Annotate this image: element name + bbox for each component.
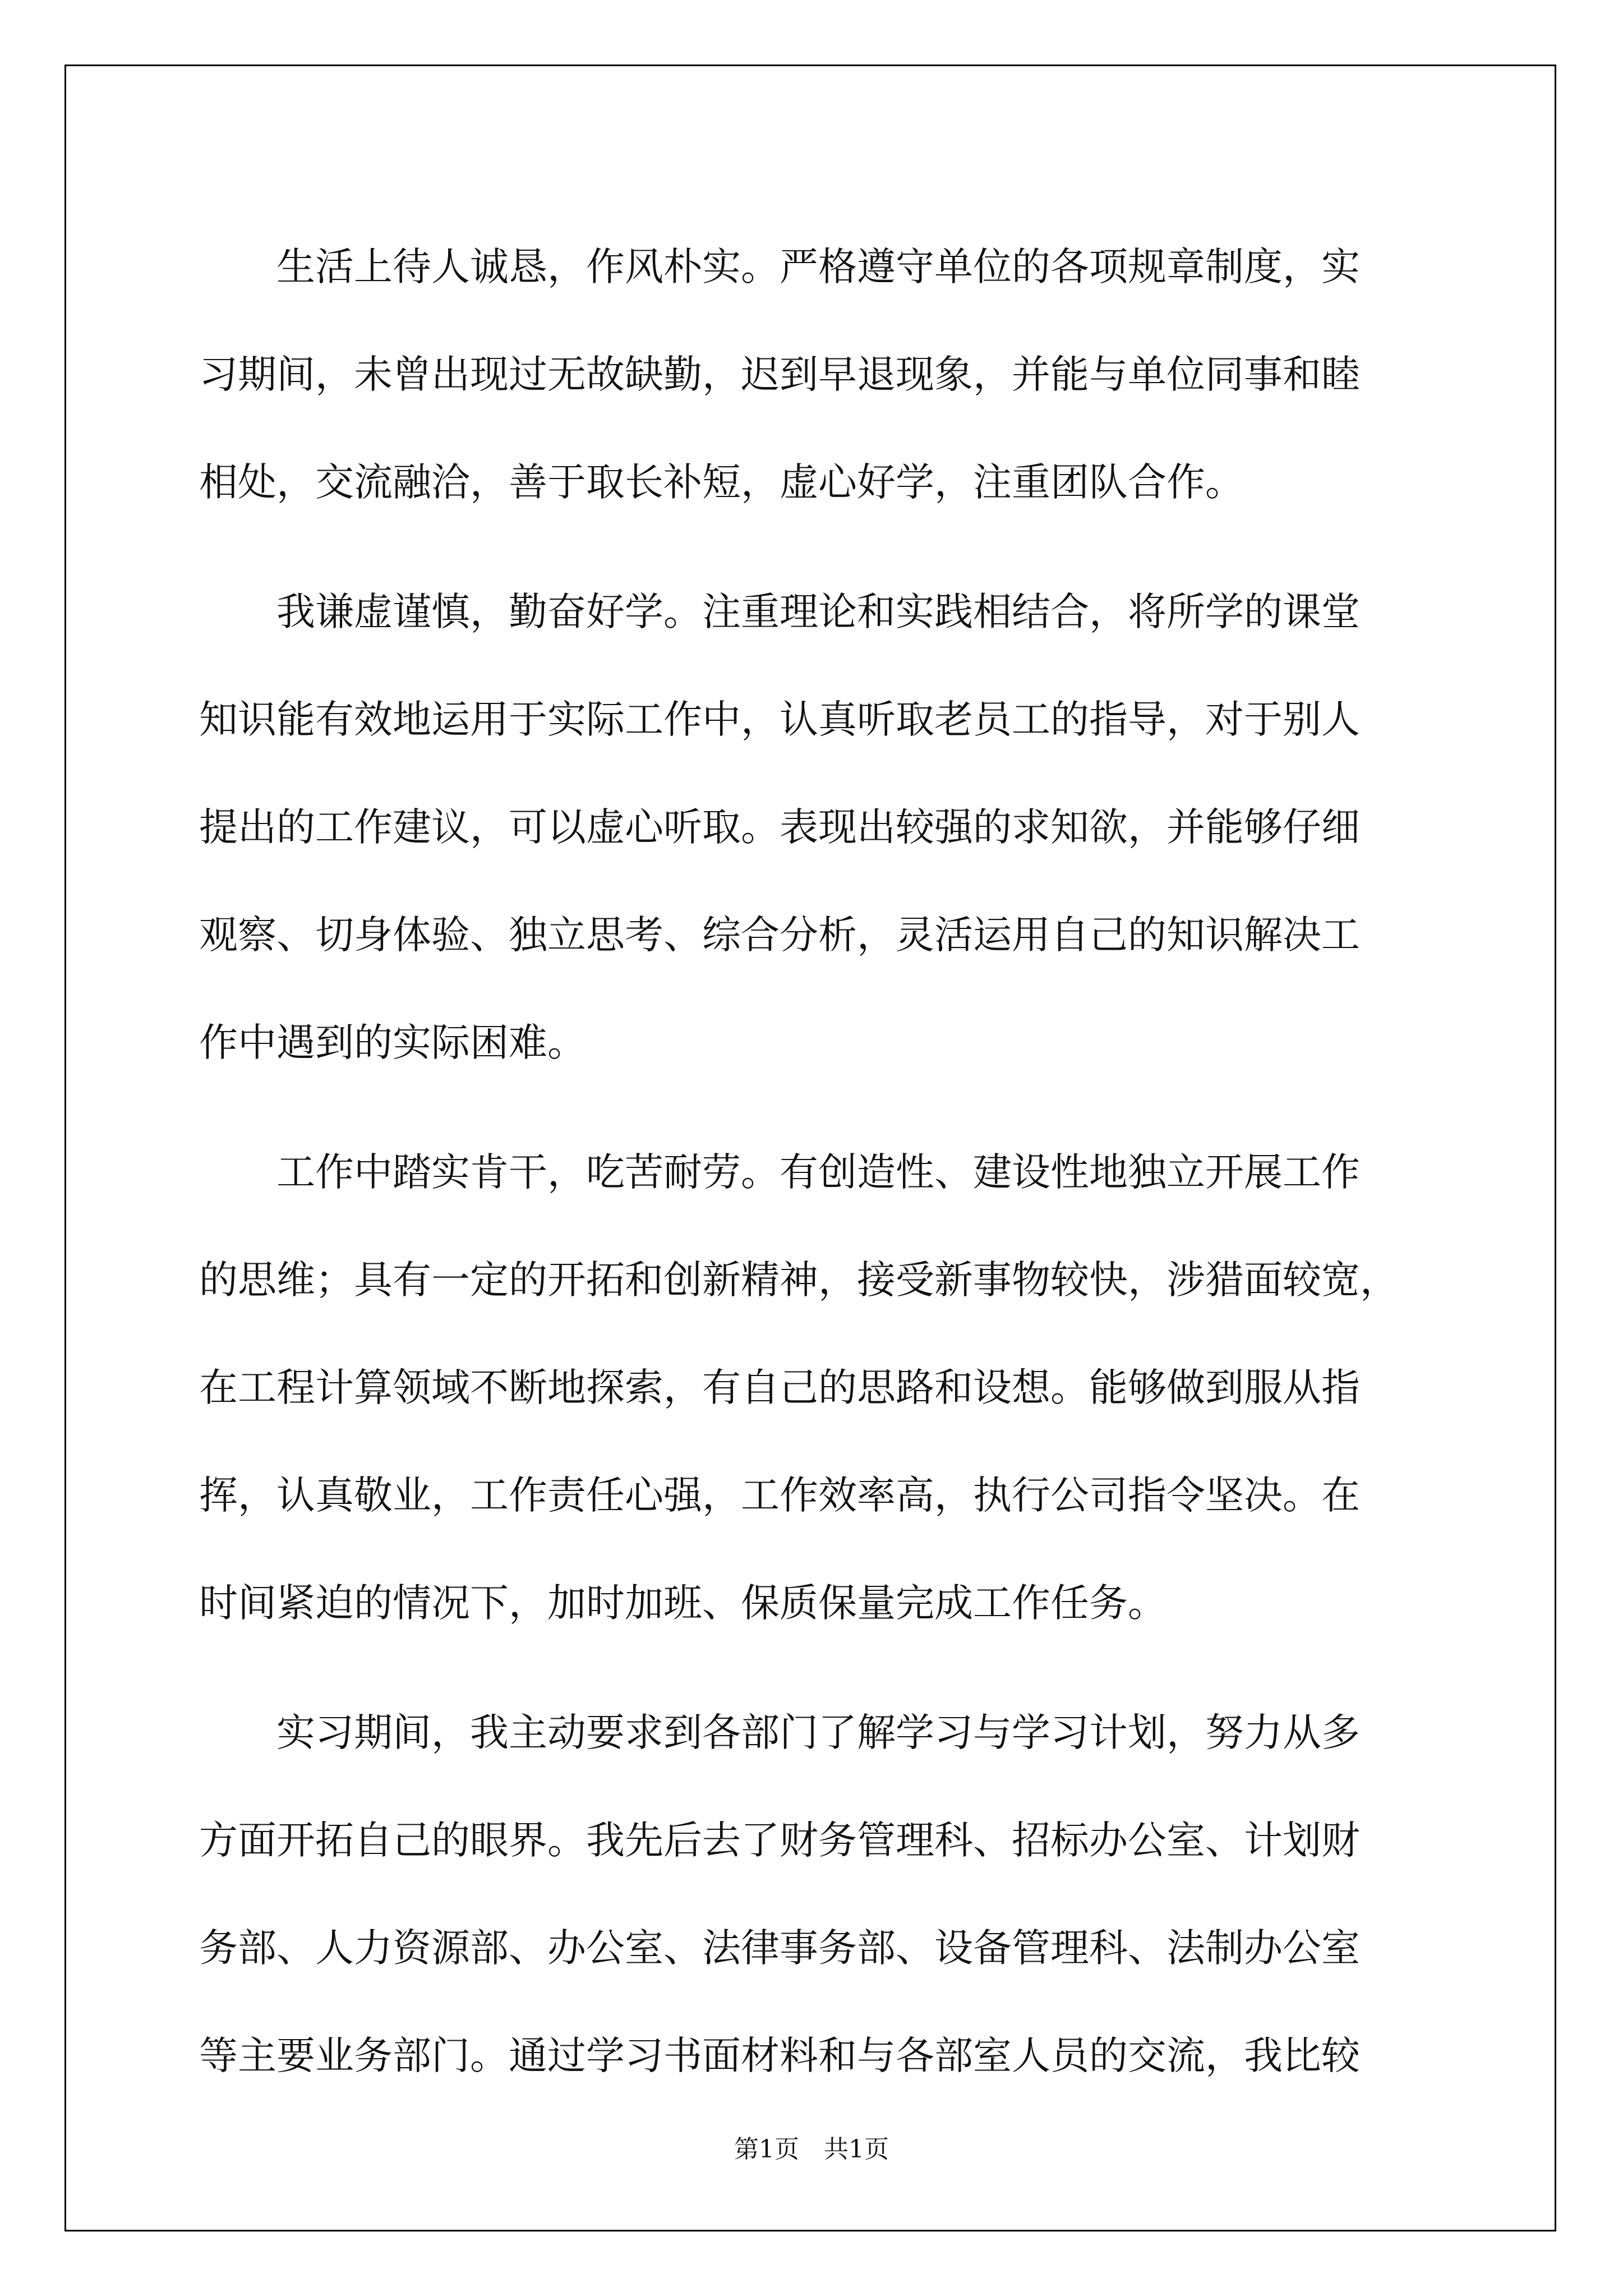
text-line: 作中遇到的实际困难。: [199, 1020, 586, 1065]
text-line: 我谦虚谨慎，勤奋好学。注重理论和实践相结合，将所学的课堂: [199, 590, 1360, 634]
text-line: 实习期间，我主动要求到各部门了解学习与学习计划，努力从多: [199, 1710, 1360, 1755]
text-line: 等主要业务部门。通过学习书面材料和与各部室人员的交流，我比较: [199, 2033, 1360, 2078]
text-line: 务部、人力资源部、办公室、法律事务部、设备管理科、法制办公室: [199, 1926, 1360, 1971]
text-line: 相处，交流融洽，善于取长补短，虚心好学，注重团队合作。: [199, 460, 1244, 505]
text-line: 在工程计算领域不断地探索，有自己的思路和设想。能够做到服从指: [199, 1365, 1360, 1410]
text-line: 观察、切身体验、独立思考、综合分析，灵活运用自己的知识解决工: [199, 913, 1360, 958]
page-footer: [0, 2129, 1623, 2165]
text-line: 挥，认真敬业，工作责任心强，工作效率高，执行公司指令坚决。在: [199, 1473, 1360, 1518]
text-line: 方面开拓自己的眼界。我先后去了财务管理科、招标办公室、计划财: [199, 1818, 1360, 1863]
text-line: 工作中踏实肯干，吃苦耐劳。有创造性、建设性地独立开展工作: [199, 1150, 1360, 1195]
page-number-label: 第1页 共1页: [734, 2135, 889, 2164]
text-line: 的思维；具有一定的开拓和创新精神，接受新事物较快，涉猎面较宽，: [199, 1258, 1399, 1303]
text-line: 提出的工作建议，可以虚心听取。表现出较强的求知欲，并能够仔细: [199, 805, 1360, 850]
text-line: 知识能有效地运用于实际工作中，认真听取老员工的指导，对于别人: [199, 697, 1360, 742]
text-line: 时间紧迫的情况下，加时加班、保质保量完成工作任务。: [199, 1581, 1166, 1626]
text-line: 习期间，未曾出现过无故缺勤，迟到早退现象，并能与单位同事和睦: [199, 352, 1360, 397]
text-line: 生活上待人诚恳，作风朴实。严格遵守单位的各项规章制度，实: [199, 245, 1360, 289]
document-body: [199, 213, 1422, 2110]
